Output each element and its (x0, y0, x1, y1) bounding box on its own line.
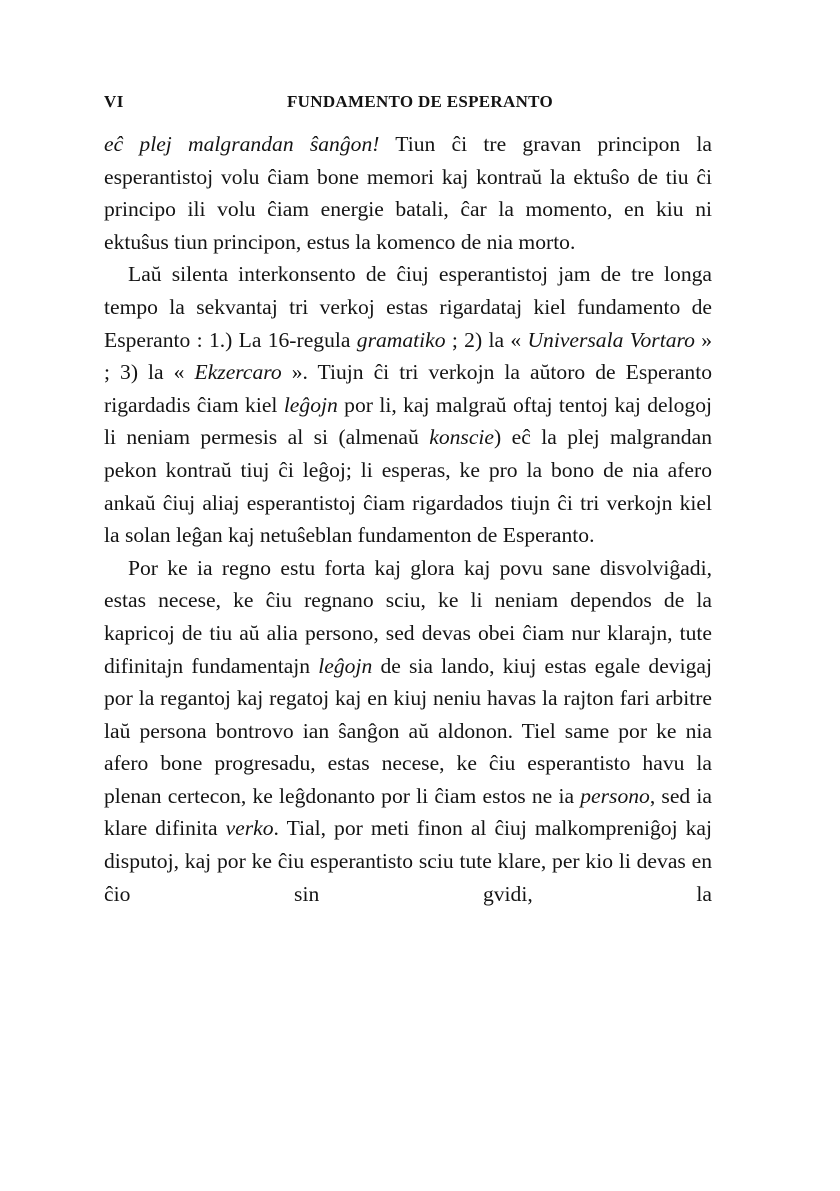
paragraph-text: por li, kaj malgraŭ oftaj tentoj kaj delogoj li neniam permesis al si (almenaŭ (104, 392, 712, 450)
paragraph-text: . Tial, por meti finon al ĉiuj malkompreniĝoj kaj disputoj, kaj por ke ĉiu esperantisto sciu tute klare, per kio li devas en ĉio sin gvidi, la (104, 816, 712, 906)
paragraph-text: ) eĉ la plej malgrandan pekon kontraŭ tiuj ĉi leĝoj; li esperas, ke pro la bono de nia afero ankaŭ ĉiuj aliaj esperantistoj ĉiam rigardados tiujn ĉi tri verkojn kiel la solan leĝan kaj netuŝeblan fundamenton de Esperanto. (104, 425, 712, 548)
italic-text: leĝojn (283, 392, 338, 417)
body-text (104, 128, 712, 910)
italic-text: Universala Vortaro (527, 327, 695, 352)
paragraph-text: Tiun ĉi tre gravan principon la esperantistoj volu ĉiam bone memori kaj kontraŭ la ektuŝo de tiu ĉi principo ili volu ĉiam energie batali, ĉar la momento, en kiu ni ektuŝus tiun principon, estus la komenco de nia morto. (104, 132, 712, 254)
italic-text: leĝojn (318, 653, 373, 678)
paragraph-1 (104, 128, 712, 258)
italic-text: gramatiko (356, 327, 446, 352)
italic-text: verko (225, 816, 274, 841)
paragraph-text: ». Tiujn ĉi tri verkojn la aŭtoro de Esperanto rigardadis ĉiam kiel (104, 360, 713, 417)
running-title: FUNDAMENTO DE ESPERANTO (286, 92, 554, 111)
paragraph-text: ; 2) la « (445, 327, 528, 352)
paragraph-text: Por ke ia regno estu forta kaj glora kaj povu sane disvolviĝadi, estas necese, ke ĉiu regnano sciu, ke li neniam dependos de la kapricoj de tiu aŭ alia persono, sed devas obei ĉiam nur klarajn, tute difinitajn fundamentajn (104, 555, 712, 678)
page-header (104, 92, 712, 118)
paragraph-text: de sia lando, kiuj estas egale devigaj por la regantoj kaj regatoj kaj en kiuj neniu havas la rajton fari arbitre laŭ persona bontrovo ian ŝanĝon aŭ aldonon. Tiel same por ke nia afero bone progresadu, estas necese, ke ĉiu esperantisto havu la plenan certecon, ke leĝdonanto por li ĉiam estos ne ia (104, 653, 712, 808)
italic-text: konscie (429, 425, 494, 450)
page-number: VI (104, 92, 124, 111)
paragraph-text: Laŭ silenta interkonsento de ĉiuj esperantistoj jam de tre longa tempo la sekvantaj tri verkoj estas rigardataj kiel fundamento de Esperanto : 1.) La 16-regula (104, 262, 712, 352)
italic-text: eĉ plej malgrandan ŝanĝon! (104, 132, 380, 156)
italic-text: Ekzercaro (194, 360, 282, 385)
paragraph-2 (104, 258, 712, 551)
italic-text: persono (580, 783, 650, 808)
paragraph-3 (104, 552, 712, 911)
paragraph-text: » ; 3) la « (104, 327, 712, 385)
paragraph-text: , sed ia klare difinita (104, 783, 712, 841)
